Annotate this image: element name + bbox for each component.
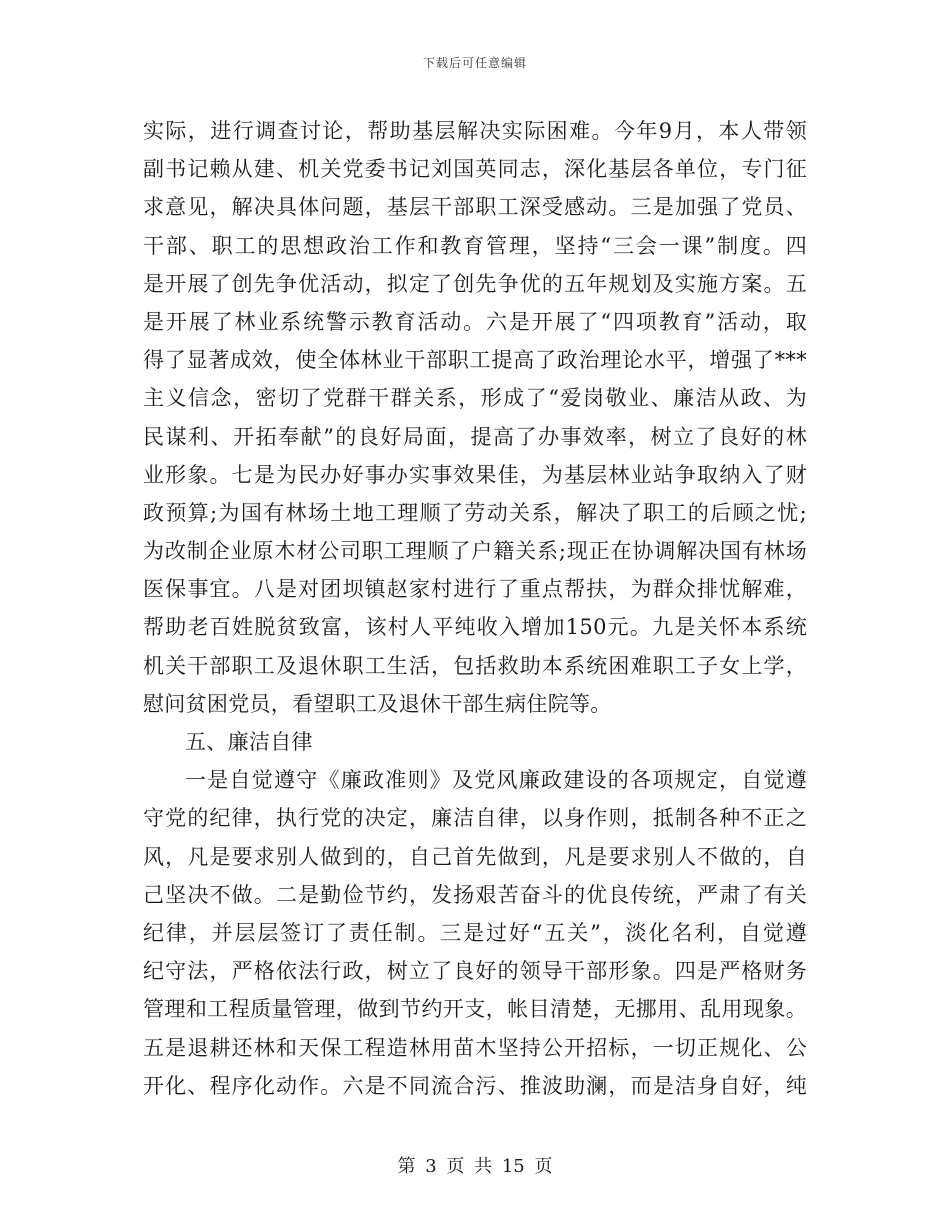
body-line: 是开展了创先争优活动，拟定了创先争优的五年规划及实施方案。五 — [143, 271, 807, 296]
body-line: 医保事宜。八是对团坝镇赵家村进行了重点帮扶，为群众排忧解难， — [143, 577, 807, 602]
body-line: 副书记赖从建、机关党委书记刘国英同志，深化基层各单位，专门征 — [143, 157, 807, 182]
section-line: 风，凡是要求别人做到的，自己首先做到，凡是要求别人不做的，自 — [143, 844, 807, 869]
body-line: 业形象。七是为民办好事办实事效果佳，为基层林业站争取纳入了财 — [143, 462, 807, 487]
section-line: 纪守法，严格依法行政，树立了良好的领导干部形象。四是严格财务 — [143, 959, 807, 984]
body-line: 得了显著成效，使全体林业干部职工提高了政治理论水平，增强了*** — [143, 348, 807, 373]
page-number: 第 3 页 共 15 页 — [397, 1156, 553, 1177]
section-line: 一是自觉遵守《廉政准则》及党风廉政建设的各项规定，自觉遵 — [185, 768, 807, 793]
body-line: 干部、职工的思想政治工作和教育管理，坚持“三会一课”制度。四 — [143, 233, 807, 258]
section-heading: 五、廉洁自律 — [185, 730, 313, 754]
section-line: 纪律，并层层签订了责任制。三是过好“五关”，淡化名利，自觉遵 — [143, 920, 807, 945]
section-line: 开化、程序化动作。六是不同流合污、推波助澜，而是洁身自好，纯 — [143, 1073, 807, 1098]
section-line: 五是退耕还林和天保工程造林用苗木坚持公开招标，一切正规化、公 — [143, 1035, 807, 1060]
body-line: 主义信念，密切了党群干群关系，形成了“爱岗敬业、廉洁从政、为 — [143, 386, 807, 411]
section-line: 守党的纪律，执行党的决定，廉洁自律，以身作则，抵制各种不正之 — [143, 806, 807, 831]
body-line: 民谋利、开拓奉献”的良好局面，提高了办事效率，树立了良好的林 — [143, 424, 807, 449]
body-line: 机关干部职工及退休职工生活，包括救助本系统困难职工子女上学， — [143, 653, 807, 678]
body-line: 为改制企业原木材公司职工理顺了户籍关系;现正在协调解决国有林场 — [143, 539, 807, 564]
body-line: 是开展了林业系统警示教育活动。六是开展了“四项教育”活动，取 — [143, 309, 807, 334]
section-line: 管理和工程质量管理，做到节约开支，帐目清楚，无挪用、乱用现象。 — [143, 997, 807, 1022]
body-line: 慰问贫困党员，看望职工及退休干部生病住院等。 — [143, 691, 612, 716]
body-line: 实际，进行调查讨论，帮助基层解决实际困难。今年9月，本人带领 — [143, 119, 807, 143]
body-line: 求意见，解决具体问题，基层干部职工深受感动。三是加强了党员、 — [143, 195, 807, 220]
body-line: 政预算;为国有林场土地工理顺了劳动关系，解决了职工的后顾之忧; — [143, 500, 807, 525]
section-line: 己坚决不做。二是勤俭节约，发扬艰苦奋斗的优良传统，严肃了有关 — [143, 882, 807, 907]
document-body — [143, 112, 807, 1105]
header-note: 下载后可任意编辑 — [422, 56, 527, 70]
body-line: 帮助老百姓脱贫致富，该村人平纯收入增加150元。九是关怀本系统 — [143, 615, 807, 640]
